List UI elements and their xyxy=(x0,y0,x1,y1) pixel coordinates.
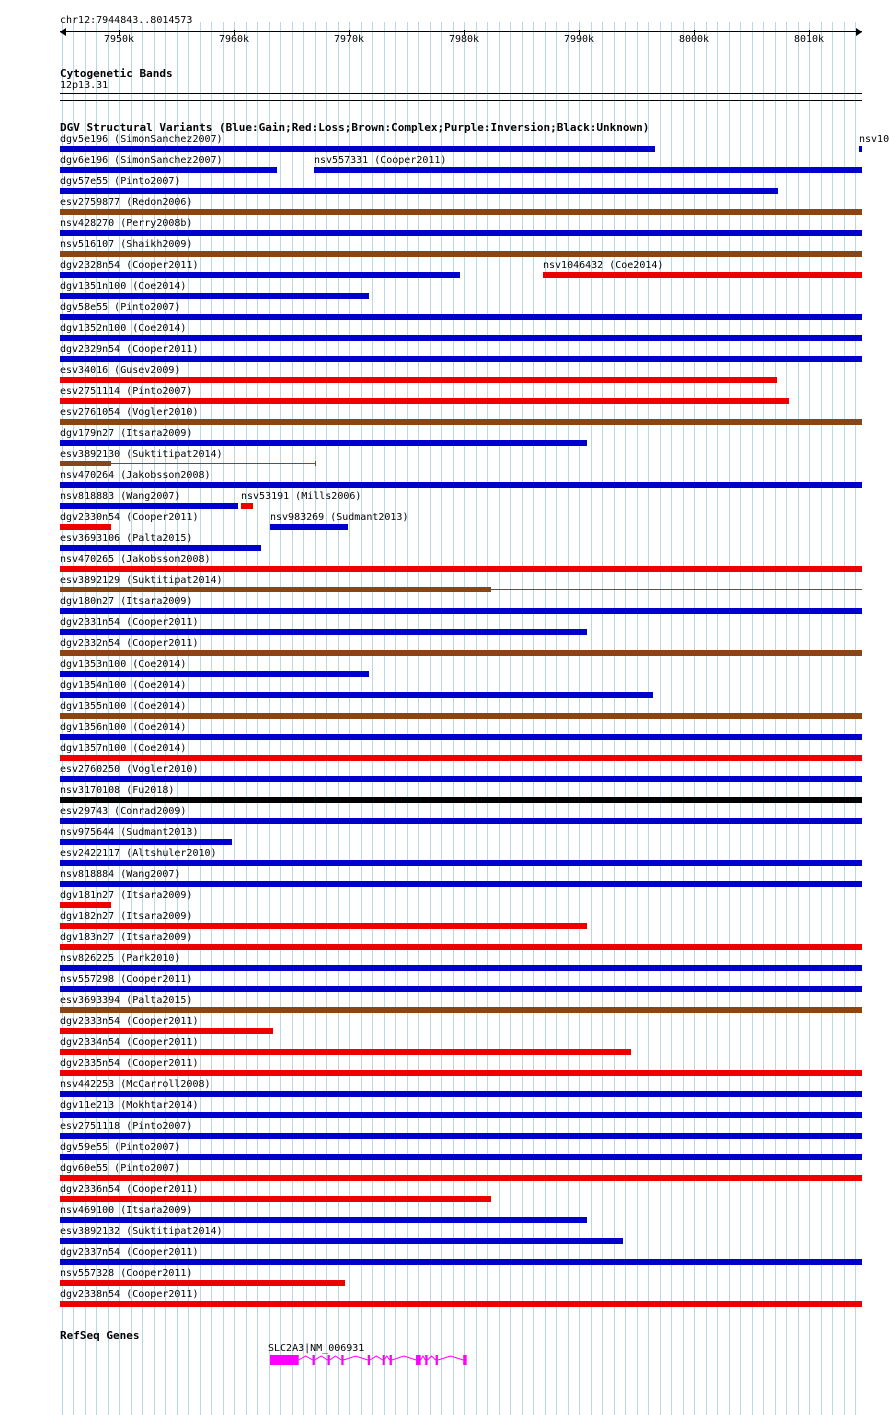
variant-bar[interactable] xyxy=(60,440,587,446)
variant-label[interactable]: esv2751114 (Pinto2007) xyxy=(60,386,193,397)
variant-label[interactable]: esv2422117 (Altshuler2010) xyxy=(60,848,217,859)
variant-bar[interactable] xyxy=(60,1259,862,1265)
variant-bar[interactable] xyxy=(314,167,862,173)
variant-label[interactable]: dgv2331n54 (Cooper2011) xyxy=(60,617,199,628)
variant-bar[interactable] xyxy=(543,272,862,278)
variant-bar[interactable] xyxy=(60,755,862,761)
ruler-axis xyxy=(60,31,862,32)
variant-bar[interactable] xyxy=(60,356,862,362)
variant-bar[interactable] xyxy=(60,944,862,950)
variant-label[interactable]: dgv6e196 (SimonSanchez2007) xyxy=(60,155,223,166)
variant-label[interactable]: dgv180n27 (Itsara2009) xyxy=(60,596,193,607)
variant-bar[interactable] xyxy=(60,335,862,341)
variant-label[interactable]: esv3892130 (Suktitipat2014) xyxy=(60,449,223,460)
variant-label[interactable]: nsv53191 (Mills2006) xyxy=(241,491,362,502)
variant-label[interactable]: dgv2333n54 (Cooper2011) xyxy=(60,1016,199,1027)
variant-label[interactable]: dgv2336n54 (Cooper2011) xyxy=(60,1184,199,1195)
variant-bar[interactable] xyxy=(60,251,862,257)
variant-label[interactable]: nsv470264 (Jakobsson2008) xyxy=(60,470,211,481)
gene-intron xyxy=(370,1356,383,1360)
variant-bar[interactable] xyxy=(60,1175,862,1181)
gene-intron xyxy=(330,1356,342,1360)
variant-label[interactable]: dgv58e55 (Pinto2007) xyxy=(60,302,181,313)
variant-label[interactable]: dgv1354n100 (Coe2014) xyxy=(60,680,187,691)
gene-exon xyxy=(270,1355,299,1365)
ruler-tick-label: 7960k xyxy=(218,34,250,45)
variant-label[interactable]: nsv826225 (Park2010) xyxy=(60,953,181,964)
variant-label[interactable]: esv3892132 (Suktitipat2014) xyxy=(60,1226,223,1237)
variant-bar[interactable] xyxy=(60,1091,862,1097)
variant-bar[interactable] xyxy=(60,734,862,740)
variant-bar[interactable] xyxy=(60,461,111,466)
gene-label[interactable]: SLC2A3|NM_006931 xyxy=(268,1343,365,1354)
variant-thin-line[interactable] xyxy=(491,589,862,590)
variant-bar[interactable] xyxy=(60,608,862,614)
ruler-arrow-left xyxy=(60,28,66,36)
variant-bar[interactable] xyxy=(60,1049,631,1055)
ruler-tick-label: 8000k xyxy=(678,34,710,45)
variant-bar[interactable] xyxy=(60,1070,862,1076)
refseq-track-title[interactable]: RefSeq Genes xyxy=(60,1329,140,1342)
gene-intron xyxy=(392,1356,416,1360)
variant-bar[interactable] xyxy=(60,209,862,215)
variant-bar[interactable] xyxy=(60,1112,862,1118)
variant-label[interactable]: dgv2330n54 (Cooper2011) xyxy=(60,512,199,523)
variant-label[interactable]: nsv975644 (Sudmant2013) xyxy=(60,827,199,838)
variant-label[interactable]: nsv818883 (Wang2007) xyxy=(60,491,181,502)
variant-label[interactable]: nsv470265 (Jakobsson2008) xyxy=(60,554,211,565)
variant-label[interactable]: dgv181n27 (Itsara2009) xyxy=(60,890,193,901)
cytoband-label[interactable]: 12p13.31 xyxy=(60,80,109,91)
gene-exon xyxy=(327,1355,329,1365)
variant-bar[interactable] xyxy=(60,923,587,929)
variant-bar[interactable] xyxy=(241,503,253,509)
gene-exon xyxy=(425,1355,427,1365)
variant-bar[interactable] xyxy=(60,1028,273,1034)
variant-bar[interactable] xyxy=(60,314,862,320)
gene-intron xyxy=(344,1356,368,1360)
gene-exon xyxy=(313,1355,315,1365)
variant-label[interactable]: dgv2332n54 (Cooper2011) xyxy=(60,638,199,649)
variant-bar[interactable] xyxy=(60,818,862,824)
variant-label[interactable]: dgv1352n100 (Coe2014) xyxy=(60,323,187,334)
variant-bar[interactable] xyxy=(60,167,277,173)
variant-bar[interactable] xyxy=(60,377,777,383)
variant-label[interactable]: dgv2338n54 (Cooper2011) xyxy=(60,1289,199,1300)
variant-label[interactable]: esv2760250 (Vogler2010) xyxy=(60,764,199,775)
variant-label[interactable]: esv29743 (Conrad2009) xyxy=(60,806,187,817)
variant-bar[interactable] xyxy=(60,1238,623,1244)
variant-bar[interactable] xyxy=(60,797,862,803)
variant-label[interactable]: nsv469100 (Itsara2009) xyxy=(60,1205,193,1216)
cytoband-divider xyxy=(60,100,862,101)
variant-bar[interactable] xyxy=(60,1154,862,1160)
variant-label[interactable]: esv3693394 (Palta2015) xyxy=(60,995,193,1006)
variant-bar[interactable] xyxy=(60,1133,862,1139)
variant-bar[interactable] xyxy=(60,146,655,152)
variant-label[interactable]: esv3892129 (Suktitipat2014) xyxy=(60,575,223,586)
variant-label[interactable]: dgv11e213 (Mokhtar2014) xyxy=(60,1100,199,1111)
variant-label[interactable]: dgv2337n54 (Cooper2011) xyxy=(60,1247,199,1258)
variant-bar[interactable] xyxy=(60,692,653,698)
ruler-tick-label: 7990k xyxy=(563,34,595,45)
gene-intron xyxy=(315,1356,328,1360)
variant-bar[interactable] xyxy=(60,545,261,551)
variant-label[interactable]: dgv1356n100 (Coe2014) xyxy=(60,722,187,733)
variant-label[interactable]: nsv516107 (Shaikh2009) xyxy=(60,239,193,250)
variant-label[interactable]: dgv2335n54 (Cooper2011) xyxy=(60,1058,199,1069)
gene-exon xyxy=(368,1355,370,1365)
variant-bar[interactable] xyxy=(60,986,862,992)
variant-label[interactable]: nsv1046432 (Coe2014) xyxy=(543,260,664,271)
variant-label[interactable]: esv2759877 (Redon2006) xyxy=(60,197,193,208)
ruler-tick-label: 7970k xyxy=(333,34,365,45)
variant-label[interactable]: dgv2328n54 (Cooper2011) xyxy=(60,260,199,271)
variant-label[interactable]: dgv59e55 (Pinto2007) xyxy=(60,1142,181,1153)
gene-intron xyxy=(421,1356,426,1360)
variant-label[interactable]: dgv2329n54 (Cooper2011) xyxy=(60,344,199,355)
variant-label[interactable]: dgv1351n100 (Coe2014) xyxy=(60,281,187,292)
variant-bar[interactable] xyxy=(60,188,778,194)
variant-bar[interactable] xyxy=(60,1280,345,1286)
variant-label[interactable]: nsv428270 (Perry2008b) xyxy=(60,218,193,229)
variant-bar[interactable] xyxy=(60,293,369,299)
variant-bar[interactable] xyxy=(60,650,862,656)
variant-bar[interactable] xyxy=(60,398,789,404)
variant-bar[interactable] xyxy=(60,965,862,971)
variant-thin-line[interactable] xyxy=(111,463,316,464)
gene-model-slc2a3[interactable] xyxy=(0,1350,890,1370)
variant-bar[interactable] xyxy=(60,1217,587,1223)
variant-label[interactable]: dgv1355n100 (Coe2014) xyxy=(60,701,187,712)
variant-bar[interactable] xyxy=(60,1196,491,1202)
variant-bar[interactable] xyxy=(60,860,862,866)
variant-label[interactable]: nsv10 xyxy=(859,134,890,145)
variant-label[interactable]: dgv1357n100 (Coe2014) xyxy=(60,743,187,754)
variant-label[interactable]: dgv5e196 (SimonSanchez2007) xyxy=(60,134,223,145)
variant-label[interactable]: esv2751118 (Pinto2007) xyxy=(60,1121,193,1132)
gene-exon xyxy=(463,1355,466,1365)
variant-bar[interactable] xyxy=(60,566,862,572)
variant-label[interactable]: esv3693106 (Palta2015) xyxy=(60,533,193,544)
variant-label[interactable]: nsv3170108 (Fu2018) xyxy=(60,785,175,796)
variant-bar[interactable] xyxy=(60,776,862,782)
variant-label[interactable]: esv2761054 (Vogler2010) xyxy=(60,407,199,418)
ruler-tick-label: 7950k xyxy=(103,34,135,45)
gene-intron xyxy=(428,1356,436,1360)
variant-bar[interactable] xyxy=(60,272,460,278)
region-label: chr12:7944843..8014573 xyxy=(60,15,193,26)
variant-bar[interactable] xyxy=(60,671,369,677)
variant-bar[interactable] xyxy=(60,629,587,635)
variant-bar[interactable] xyxy=(60,524,111,530)
gene-exon xyxy=(383,1355,385,1365)
ruler-tick-label: 7980k xyxy=(448,34,480,45)
variant-bar[interactable] xyxy=(270,524,348,530)
variant-end-tick xyxy=(315,461,316,466)
variant-label[interactable]: nsv442253 (McCarroll2008) xyxy=(60,1079,211,1090)
variant-label[interactable]: esv34016 (Gusev2009) xyxy=(60,365,181,376)
gene-intron xyxy=(299,1356,313,1360)
cytoband-ideogram-line xyxy=(60,93,862,94)
gene-exon xyxy=(436,1355,438,1365)
variant-bar[interactable] xyxy=(60,230,862,236)
variant-bar[interactable] xyxy=(859,146,862,152)
variant-bar[interactable] xyxy=(60,1301,862,1307)
variant-bar[interactable] xyxy=(60,713,862,719)
variant-label[interactable]: dgv2334n54 (Cooper2011) xyxy=(60,1037,199,1048)
variant-label[interactable]: dgv1353n100 (Coe2014) xyxy=(60,659,187,670)
variant-label[interactable]: dgv183n27 (Itsara2009) xyxy=(60,932,193,943)
variant-label[interactable]: nsv983269 (Sudmant2013) xyxy=(270,512,409,523)
variant-label[interactable]: dgv57e55 (Pinto2007) xyxy=(60,176,181,187)
gene-intron xyxy=(438,1356,463,1360)
variant-bar[interactable] xyxy=(60,902,111,908)
cytoband-track-title[interactable]: Cytogenetic Bands xyxy=(60,67,173,80)
variant-bar[interactable] xyxy=(60,587,491,592)
variant-label[interactable]: dgv182n27 (Itsara2009) xyxy=(60,911,193,922)
variant-bar[interactable] xyxy=(60,1007,862,1013)
variant-label[interactable]: nsv557331 (Cooper2011) xyxy=(314,155,447,166)
variant-bar[interactable] xyxy=(60,419,862,425)
variant-label[interactable]: nsv557328 (Cooper2011) xyxy=(60,1268,193,1279)
variant-label[interactable]: dgv60e55 (Pinto2007) xyxy=(60,1163,181,1174)
ruler-arrow-right xyxy=(856,28,862,36)
ruler-tick-label: 8010k xyxy=(793,34,825,45)
variant-label[interactable]: nsv557298 (Cooper2011) xyxy=(60,974,193,985)
gene-intron xyxy=(384,1356,390,1360)
variant-bar[interactable] xyxy=(60,839,232,845)
gene-exon xyxy=(341,1355,343,1365)
dgv-track-title[interactable]: DGV Structural Variants (Blue:Gain;Red:Loss;Brown:Complex;Purple:Inversion;Black:Unknown) xyxy=(60,121,650,134)
variant-label[interactable]: nsv818884 (Wang2007) xyxy=(60,869,181,880)
variant-bar[interactable] xyxy=(60,503,238,509)
gene-exon xyxy=(416,1355,421,1365)
variant-bar[interactable] xyxy=(60,881,862,887)
variant-label[interactable]: dgv179n27 (Itsara2009) xyxy=(60,428,193,439)
variant-bar[interactable] xyxy=(60,482,862,488)
gene-exon xyxy=(390,1355,392,1365)
